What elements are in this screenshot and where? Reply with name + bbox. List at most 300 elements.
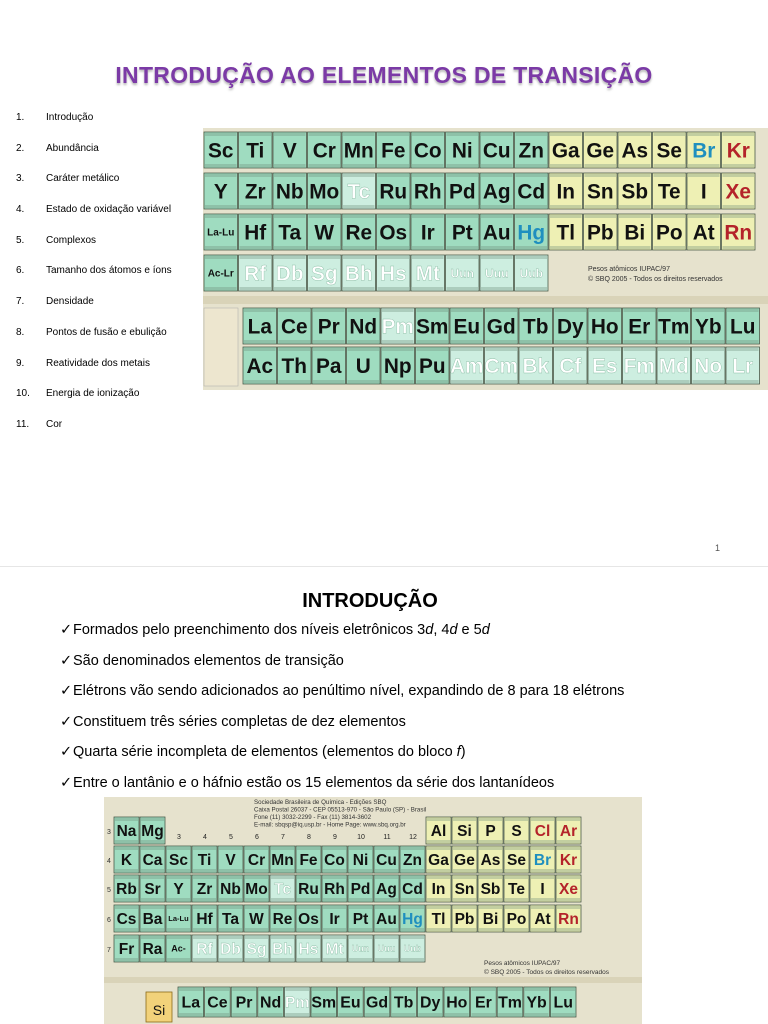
cell-header-strip — [348, 348, 380, 351]
cell-header-strip — [453, 876, 476, 879]
cell-header-strip — [179, 988, 203, 991]
cell-header-strip — [205, 215, 237, 218]
cell-header-strip — [378, 256, 410, 259]
period-number: 4 — [107, 858, 111, 865]
cell-header-strip — [525, 988, 549, 991]
cell-header-strip — [167, 847, 190, 850]
element-symbol: Sc — [169, 852, 188, 870]
cell-header-strip — [688, 133, 720, 136]
element-symbol: Pt — [352, 911, 369, 929]
element-symbol: Y — [173, 881, 184, 899]
bullet-text-0: Formados pelo preenchimento dos níveis eletrônicos 3d, 4d e 5d — [73, 622, 490, 638]
cell-mass-strip — [271, 869, 294, 872]
cell-mass-strip — [688, 164, 720, 167]
cell-mass-strip — [453, 928, 476, 931]
cell-header-strip — [481, 215, 513, 218]
cell-header-strip — [417, 348, 449, 351]
cell-mass-strip — [589, 380, 621, 383]
cell-mass-strip — [688, 246, 720, 249]
element-symbol: Si — [457, 823, 472, 841]
cell-mass-strip — [585, 164, 617, 167]
group-number: 11 — [383, 834, 391, 841]
cell-header-strip — [323, 876, 346, 879]
cell-mass-strip — [193, 928, 216, 931]
element-symbol: Md — [658, 354, 689, 378]
element-symbol: Ba — [142, 911, 163, 929]
cell-header-strip — [297, 847, 320, 850]
element-symbol: Tb — [523, 315, 549, 339]
cell-mass-strip — [392, 1013, 416, 1016]
cell-header-strip — [723, 215, 755, 218]
cell-header-strip — [141, 818, 164, 821]
cell-header-strip — [141, 936, 164, 939]
cell-mass-strip — [343, 287, 375, 290]
cell-mass-strip — [193, 898, 216, 901]
element-symbol: Ir — [329, 911, 340, 929]
bullet-text-4: Quarta série incompleta de elementos (elementos do bloco f) — [73, 744, 466, 761]
cell-mass-strip — [240, 164, 272, 167]
cell-mass-strip — [375, 928, 398, 931]
element-symbol: Rn — [724, 221, 753, 245]
element-symbol: Mn — [343, 139, 374, 163]
element-symbol: Ni — [451, 139, 473, 163]
slide-divider — [0, 566, 768, 567]
cell-mass-strip — [693, 340, 725, 343]
cell-header-strip — [205, 133, 237, 136]
check-icon: ✓ — [60, 622, 73, 638]
element-symbol: La-Lu — [168, 914, 189, 924]
element-symbol: Gd — [365, 994, 389, 1012]
cell-header-strip — [274, 133, 306, 136]
cell-mass-strip — [348, 340, 380, 343]
group-number: 6 — [255, 834, 259, 841]
list-item: 3. Caráter metálico — [16, 173, 120, 185]
cell-mass-strip — [323, 958, 346, 961]
cell-mass-strip — [205, 246, 237, 249]
cell-mass-strip — [525, 1013, 549, 1016]
cell-mass-strip — [245, 898, 268, 901]
element-symbol: Ti — [246, 139, 265, 163]
period-number: 5 — [107, 887, 111, 894]
element-symbol: Pm — [381, 315, 414, 339]
element-symbol: Fm — [623, 354, 655, 378]
cell-mass-strip — [245, 869, 268, 872]
cell-header-strip — [481, 256, 513, 259]
cell-header-strip — [115, 847, 138, 850]
cell-mass-strip — [658, 340, 690, 343]
element-symbol: At — [534, 911, 551, 929]
cell-header-strip — [585, 215, 617, 218]
element-symbol: Ag — [376, 881, 397, 899]
element-symbol: Ag — [482, 180, 511, 204]
element-symbol: S — [511, 823, 522, 841]
slide-2-title: INTRODUÇÃO — [302, 590, 438, 612]
cell-header-strip — [447, 215, 479, 218]
element-symbol: Uub — [519, 266, 544, 281]
element-symbol: Rn — [558, 911, 579, 929]
cell-header-strip — [240, 133, 272, 136]
group-number: 8 — [307, 834, 311, 841]
cell-mass-strip — [624, 340, 656, 343]
cell-header-strip — [349, 906, 372, 909]
cell-mass-strip — [382, 380, 414, 383]
cell-header-strip — [412, 256, 444, 259]
cell-mass-strip — [453, 898, 476, 901]
cell-mass-strip — [531, 898, 554, 901]
cell-mass-strip — [167, 898, 190, 901]
cell-mass-strip — [520, 340, 552, 343]
cell-mass-strip — [401, 928, 424, 931]
element-symbol: Ar — [559, 823, 578, 841]
table-note-line-1: Pesos atômicos IUPAC/97 — [588, 266, 670, 273]
cell-header-strip — [219, 847, 242, 850]
slide-1-title: INTRODUÇÃO AO ELEMENTOS DE TRANSIÇÃO — [115, 62, 653, 88]
cell-mass-strip — [115, 898, 138, 901]
cell-mass-strip — [451, 340, 483, 343]
cell-mass-strip — [505, 840, 528, 843]
legend-si-symbol: Si — [152, 1002, 166, 1018]
element-symbol: Lu — [553, 994, 573, 1012]
cell-header-strip — [219, 906, 242, 909]
publisher-line: Fone (11) 3032-2299 - Fax (11) 3814-3602 — [254, 814, 372, 821]
element-symbol: Cs — [116, 911, 137, 929]
cell-header-strip — [505, 876, 528, 879]
cell-mass-strip — [141, 898, 164, 901]
element-symbol: Mo — [309, 180, 340, 204]
element-symbol: Ho — [446, 994, 468, 1012]
cell-header-strip — [141, 876, 164, 879]
cell-header-strip — [375, 876, 398, 879]
element-symbol: Co — [324, 852, 345, 870]
cell-mass-strip — [486, 340, 518, 343]
element-symbol: Au — [482, 221, 511, 245]
element-symbol: Cu — [376, 852, 397, 870]
cell-header-strip — [589, 309, 621, 312]
cell-header-strip — [297, 876, 320, 879]
cell-mass-strip — [141, 869, 164, 872]
element-symbol: Cu — [482, 139, 511, 163]
element-symbol: Tl — [556, 221, 575, 245]
cell-header-strip — [141, 847, 164, 850]
cell-mass-strip — [447, 287, 479, 290]
element-symbol: Uuu — [377, 943, 396, 954]
element-symbol: Os — [379, 221, 408, 245]
element-symbol: Ir — [420, 221, 435, 245]
cell-header-strip — [193, 936, 216, 939]
element-symbol: Ra — [142, 941, 163, 959]
cell-mass-strip — [349, 869, 372, 872]
element-symbol: Bh — [344, 262, 373, 286]
cell-header-strip — [115, 876, 138, 879]
element-symbol: Pd — [350, 881, 371, 899]
list-item: 8. Pontos de fusão e ebulição — [16, 326, 167, 338]
list-item: 1. Introdução — [16, 112, 94, 123]
cell-mass-strip — [516, 246, 548, 249]
bullet-list — [60, 622, 624, 806]
cell-mass-strip — [658, 380, 690, 383]
cell-mass-strip — [624, 380, 656, 383]
cell-mass-strip — [313, 340, 345, 343]
element-symbol: No — [694, 354, 723, 378]
cell-mass-strip — [343, 164, 375, 167]
element-symbol: Re — [272, 911, 293, 929]
cell-header-strip — [274, 256, 306, 259]
cell-header-strip — [412, 215, 444, 218]
cell-mass-strip — [412, 164, 444, 167]
period-number: 6 — [107, 917, 111, 924]
element-symbol: V — [282, 139, 297, 163]
cell-mass-strip — [179, 1013, 203, 1016]
cell-mass-strip — [271, 958, 294, 961]
list-item: ✓Entre o lantânio e o háfnio estão os 15 elementos da série dos lantanídeos — [60, 774, 555, 791]
cell-mass-strip — [498, 1013, 522, 1016]
cell-mass-strip — [349, 898, 372, 901]
element-symbol: Pa — [316, 354, 342, 378]
cell-header-strip — [619, 133, 651, 136]
cell-header-strip — [167, 936, 190, 939]
cell-mass-strip — [412, 205, 444, 208]
element-symbol: Fr — [118, 941, 135, 959]
element-symbol: Pu — [418, 354, 446, 378]
cell-mass-strip — [585, 246, 617, 249]
cell-header-strip — [624, 309, 656, 312]
element-symbol: Nb — [220, 881, 241, 899]
cell-header-strip — [375, 847, 398, 850]
element-symbol: Cd — [517, 180, 546, 204]
cell-header-strip — [505, 847, 528, 850]
cell-mass-strip — [297, 958, 320, 961]
cell-header-strip — [240, 256, 272, 259]
element-symbol: Te — [508, 881, 525, 899]
list-item: ✓Constituem três séries completas de dez elementos — [60, 713, 406, 730]
cell-header-strip — [401, 906, 424, 909]
cell-mass-strip — [297, 898, 320, 901]
element-symbol: Cm — [484, 354, 519, 378]
cell-header-strip — [412, 174, 444, 177]
element-symbol: Au — [376, 911, 397, 929]
cell-mass-strip — [244, 340, 276, 343]
cell-header-strip — [550, 174, 582, 177]
cell-mass-strip — [313, 380, 345, 383]
element-symbol: La-Lu — [207, 227, 235, 239]
element-symbol: Eu — [340, 994, 361, 1012]
element-symbol: Nb — [275, 180, 304, 204]
group-number: 3 — [177, 834, 181, 841]
cell-mass-strip — [323, 898, 346, 901]
cell-header-strip — [392, 988, 416, 991]
cell-mass-strip — [271, 928, 294, 931]
table-note-line-2: © SBQ 2005 - Todos os direitos reservados — [484, 969, 609, 976]
cell-mass-strip — [375, 898, 398, 901]
cell-mass-strip — [481, 164, 513, 167]
cell-mass-strip — [240, 246, 272, 249]
cell-mass-strip — [427, 928, 450, 931]
cell-mass-strip — [451, 380, 483, 383]
element-symbol: Tm — [498, 994, 522, 1012]
element-symbol: Fe — [299, 852, 318, 870]
cell-mass-strip — [516, 205, 548, 208]
cell-header-strip — [279, 309, 311, 312]
group-number: 7 — [281, 834, 285, 841]
element-symbol: Cr — [312, 139, 336, 163]
table-note-line-1: Pesos atômicos IUPAC/97 — [484, 960, 561, 967]
element-symbol: I — [700, 180, 707, 204]
cell-mass-strip — [343, 205, 375, 208]
cell-mass-strip — [339, 1013, 363, 1016]
cell-mass-strip — [348, 380, 380, 383]
cell-header-strip — [654, 215, 686, 218]
cell-mass-strip — [447, 246, 479, 249]
element-symbol: Sb — [621, 180, 649, 204]
cell-mass-strip — [654, 246, 686, 249]
cell-mass-strip — [205, 164, 237, 167]
cell-header-strip — [531, 847, 554, 850]
element-symbol: Po — [655, 221, 683, 245]
cell-header-strip — [557, 876, 580, 879]
element-symbol: Po — [506, 911, 527, 929]
cell-header-strip — [245, 936, 268, 939]
cell-header-strip — [516, 215, 548, 218]
element-symbol: Dy — [556, 315, 584, 339]
cell-mass-strip — [585, 205, 617, 208]
cell-header-strip — [531, 818, 554, 821]
cell-mass-strip — [481, 287, 513, 290]
cell-mass-strip — [115, 958, 138, 961]
cell-mass-strip — [557, 869, 580, 872]
cell-header-strip — [447, 256, 479, 259]
element-symbol: Sc — [208, 139, 234, 163]
cell-mass-strip — [445, 1013, 469, 1016]
cell-mass-strip — [193, 869, 216, 872]
cell-mass-strip — [619, 164, 651, 167]
cell-header-strip — [479, 847, 502, 850]
element-symbol: Pr — [317, 315, 340, 339]
element-symbol: Uuu — [484, 266, 509, 281]
cell-mass-strip — [412, 246, 444, 249]
element-symbol: U — [355, 354, 371, 378]
check-icon: ✓ — [60, 713, 73, 730]
cell-mass-strip — [550, 164, 582, 167]
cell-mass-strip — [232, 1013, 256, 1016]
cell-header-strip — [219, 936, 242, 939]
cell-mass-strip — [479, 869, 502, 872]
cell-mass-strip — [205, 205, 237, 208]
element-symbol: Zr — [196, 881, 213, 899]
cell-header-strip — [271, 906, 294, 909]
cell-header-strip — [375, 906, 398, 909]
element-symbol: Cr — [247, 852, 266, 870]
element-symbol: Mg — [141, 823, 164, 841]
cell-header-strip — [472, 988, 496, 991]
list-item: 4. Estado de oxidação variável — [16, 204, 172, 216]
cell-mass-strip — [727, 380, 759, 383]
cell-header-strip — [412, 133, 444, 136]
cell-header-strip — [481, 174, 513, 177]
cell-header-strip — [550, 215, 582, 218]
cell-mass-strip — [723, 164, 755, 167]
cell-mass-strip — [453, 869, 476, 872]
cell-header-strip — [531, 876, 554, 879]
cell-mass-strip — [412, 287, 444, 290]
element-symbol: I — [540, 881, 545, 899]
cell-mass-strip — [349, 958, 372, 961]
element-symbol: Na — [116, 823, 137, 841]
cell-mass-strip — [378, 287, 410, 290]
cell-mass-strip — [378, 246, 410, 249]
cell-mass-strip — [378, 164, 410, 167]
cell-mass-strip — [323, 928, 346, 931]
element-symbol: Fe — [381, 139, 406, 163]
element-symbol: P — [485, 823, 496, 841]
element-symbol: Ti — [197, 852, 212, 870]
cell-mass-strip — [297, 928, 320, 931]
cell-header-strip — [375, 936, 398, 939]
cell-mass-strip — [240, 205, 272, 208]
cell-header-strip — [323, 936, 346, 939]
element-symbol: Ru — [298, 881, 319, 899]
cell-header-strip — [313, 309, 345, 312]
cell-mass-strip — [727, 340, 759, 343]
element-symbol: Ge — [454, 852, 475, 870]
cell-mass-strip — [417, 380, 449, 383]
cell-header-strip — [555, 309, 587, 312]
cell-mass-strip — [274, 205, 306, 208]
element-symbol: Sg — [246, 941, 267, 959]
cell-header-strip — [245, 906, 268, 909]
cell-header-strip — [244, 309, 276, 312]
cell-header-strip — [193, 906, 216, 909]
cell-header-strip — [245, 847, 268, 850]
cell-header-strip — [516, 174, 548, 177]
element-symbol: Er — [475, 994, 492, 1012]
cell-mass-strip — [274, 246, 306, 249]
cell-header-strip — [309, 215, 341, 218]
cell-mass-strip — [312, 1013, 336, 1016]
cell-header-strip — [382, 348, 414, 351]
cell-mass-strip — [520, 380, 552, 383]
cell-header-strip — [505, 906, 528, 909]
cell-mass-strip — [274, 164, 306, 167]
cell-header-strip — [453, 906, 476, 909]
element-symbol: Ga — [551, 139, 580, 163]
cell-header-strip — [259, 988, 283, 991]
element-symbol: Cf — [559, 354, 582, 378]
group-number: 5 — [229, 834, 233, 841]
element-symbol: La — [247, 315, 272, 339]
element-symbol: Mt — [415, 262, 440, 286]
cell-header-strip — [520, 348, 552, 351]
element-symbol: In — [556, 180, 575, 204]
element-symbol: Db — [275, 262, 304, 286]
periodic-table-image-1 — [203, 128, 768, 390]
cell-mass-strip — [693, 380, 725, 383]
element-symbol: Bi — [482, 911, 499, 929]
cell-mass-strip — [481, 246, 513, 249]
cell-header-strip — [555, 348, 587, 351]
cell-mass-strip — [401, 869, 424, 872]
cell-header-strip — [349, 936, 372, 939]
element-symbol: Kr — [726, 139, 750, 163]
cell-mass-strip — [297, 869, 320, 872]
element-symbol: Bk — [522, 354, 550, 378]
list-item: 5. Complexos — [16, 234, 97, 246]
element-symbol: Pd — [448, 180, 476, 204]
cell-mass-strip — [481, 205, 513, 208]
cell-header-strip — [378, 215, 410, 218]
check-icon: ✓ — [60, 683, 73, 700]
topics-list — [16, 112, 172, 450]
element-symbol: Zr — [244, 180, 266, 204]
